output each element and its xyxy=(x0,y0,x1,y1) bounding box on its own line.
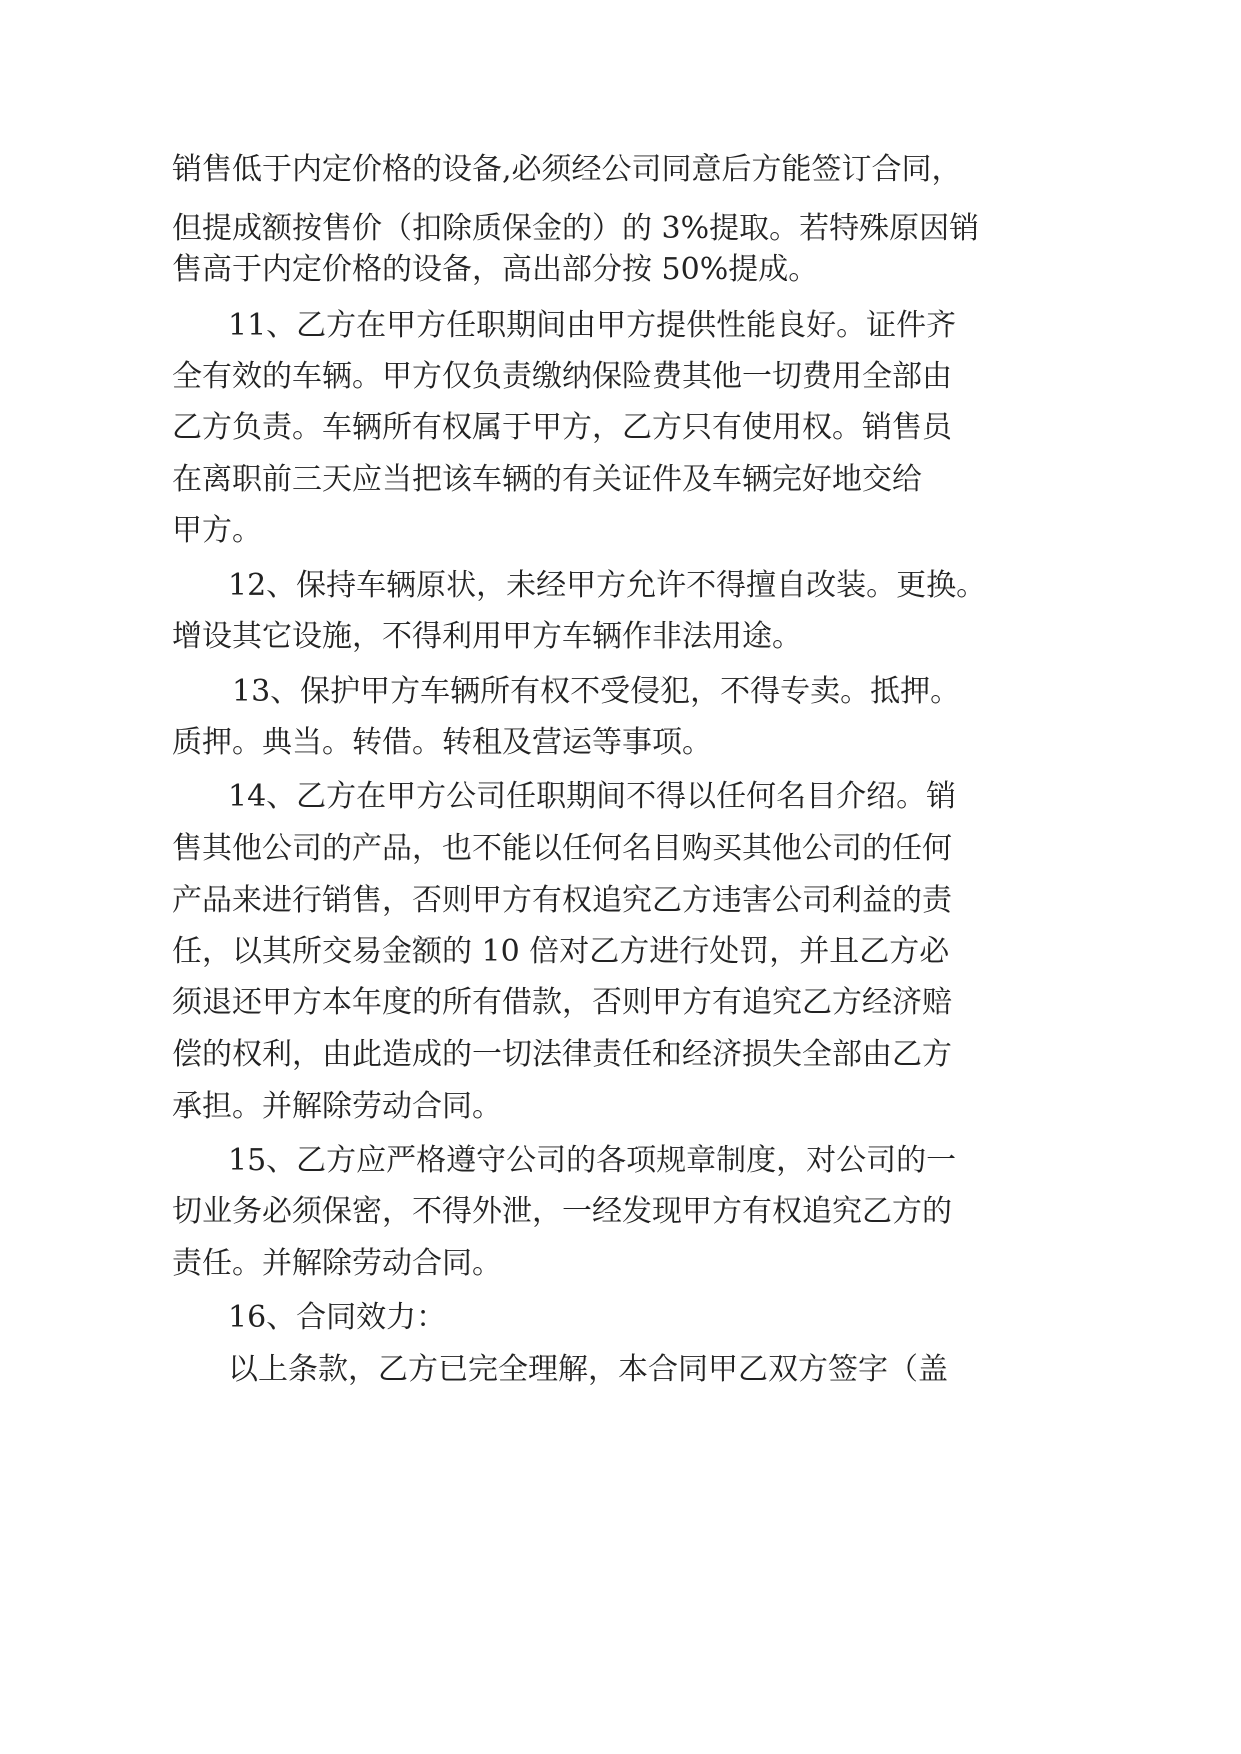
text-line: 承担。并解除劳动合同。 xyxy=(172,1089,502,1124)
text-line: 售其他公司的产品，也不能以任何名目购买其他公司的任何 xyxy=(172,831,952,866)
text-line: 乙方负责。车辆所有权属于甲方，乙方只有使用权。销售员 xyxy=(172,410,952,445)
text-line: 在离职前三天应当把该车辆的有关证件及车辆完好地交给 xyxy=(172,462,922,497)
text-line: 14、乙方在甲方公司任职期间不得以任何名目介绍。销 xyxy=(228,779,957,814)
text-line: 责任。并解除劳动合同。 xyxy=(172,1246,502,1281)
text-line: 增设其它设施，不得利用甲方车辆作非法用途。 xyxy=(172,619,802,654)
text-line: 销售低于内定价格的设备,必须经公司同意后方能签订合同， xyxy=(172,152,962,187)
text-line: 产品来进行销售，否则甲方有权追究乙方违害公司利益的责 xyxy=(172,883,952,918)
text-line: 但提成额按售价（扣除质保金的）的 3%提取。若特殊原因销 xyxy=(172,211,980,246)
text-line: 16、合同效力： xyxy=(228,1300,447,1335)
text-line: 全有效的车辆。甲方仅负责缴纳保险费其他一切费用全部由 xyxy=(172,359,952,394)
text-line: 须退还甲方本年度的所有借款，否则甲方有追究乙方经济赔 xyxy=(172,985,952,1020)
text-line: 偿的权利，由此造成的一切法律责任和经济损失全部由乙方 xyxy=(172,1037,952,1072)
text-line: 11、乙方在甲方任职期间由甲方提供性能良好。证件齐 xyxy=(228,308,957,343)
text-line: 售高于内定价格的设备，高出部分按 50%提成。 xyxy=(172,252,819,287)
text-line: 切业务必须保密，不得外泄，一经发现甲方有权追究乙方的 xyxy=(172,1194,952,1229)
text-line: 甲方。 xyxy=(172,513,262,548)
text-line: 任，以其所交易金额的 10 倍对乙方进行处罚，并且乙方必 xyxy=(172,934,950,969)
text-line: 13、保护甲方车辆所有权不受侵犯，不得专卖。抵押。 xyxy=(232,674,961,709)
text-line: 15、乙方应严格遵守公司的各项规章制度，对公司的一 xyxy=(228,1143,957,1178)
text-line: 质押。典当。转借。转租及营运等事项。 xyxy=(172,725,712,760)
text-line: 12、保持车辆原状，未经甲方允许不得擅自改装。更换。 xyxy=(228,568,987,603)
text-line: 以上条款，乙方已完全理解，本合同甲乙双方签字（盖 xyxy=(228,1352,948,1387)
